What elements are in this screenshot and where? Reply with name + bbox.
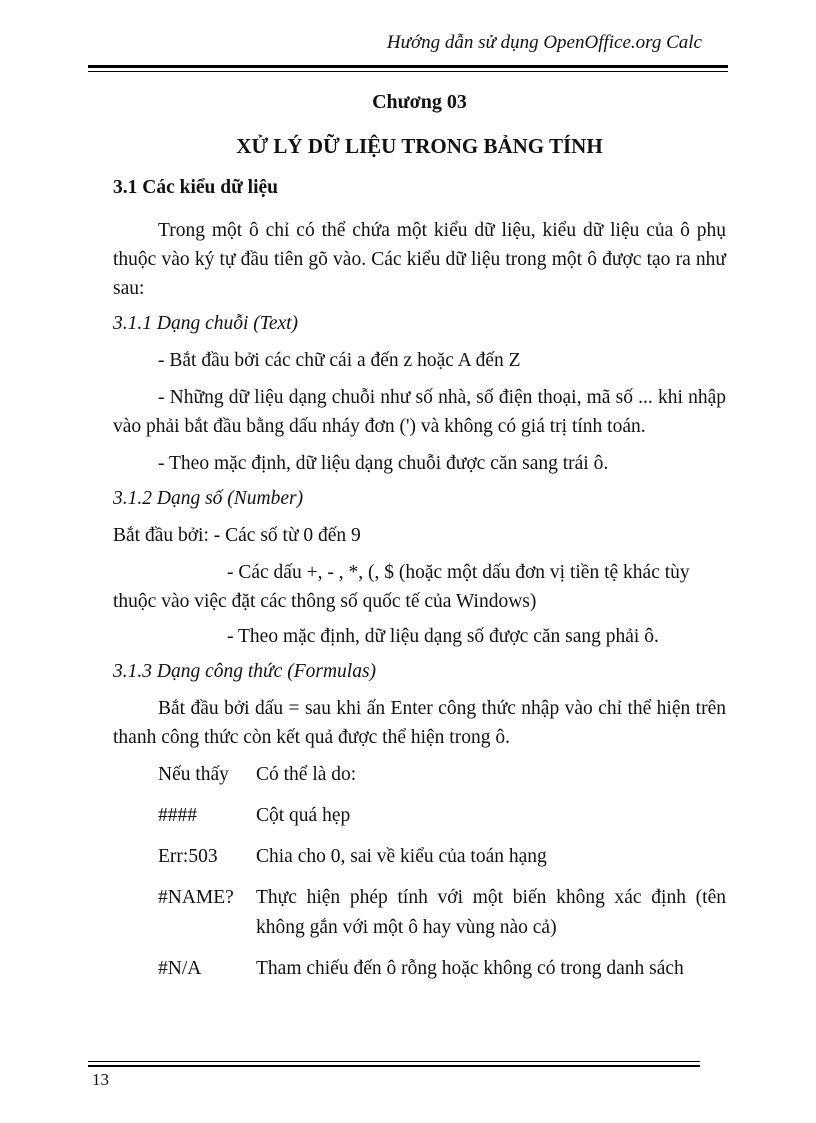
number-line-2 [113,558,726,616]
number-line-2a: - Các dấu +, - , *, (, $ (hoặc một dấu đơn vị tiền tệ khác tùy [227,562,690,583]
error-meaning: Có thể là do: [256,764,357,785]
error-code-table [113,760,726,984]
error-code: Err:503 [158,846,218,867]
page-number: 13 [92,1070,109,1089]
error-row [113,954,726,984]
number-line-3: - Theo mặc định, dữ liệu dạng số được căn sang phải ô. [227,626,659,647]
header-rule-thin [88,71,728,72]
error-code: #NAME? [158,887,234,908]
error-meaning: Chia cho 0, sai về kiểu của toán hạng [256,846,547,867]
error-code: #### [158,805,197,826]
footer-rule-thick [88,1065,700,1067]
number-line-1: Bắt đầu bởi: - Các số từ 0 đến 9 [113,525,361,546]
text-bullet-3: - Theo mặc định, dữ liệu dạng chuỗi được căn sang trái ô. [158,453,609,474]
formula-intro-paragraph: Bắt đầu bởi dấu = sau khi ấn Enter công thức nhập vào chỉ thể hiện trên thanh công thức còn kết quả được thể hiện trong ô. [113,698,726,748]
chapter-number: Chương 03 [372,91,467,113]
header-rule-thick [88,65,728,68]
section-intro-paragraph: Trong một ô chỉ có thể chứa một kiểu dữ liệu, kiểu dữ liệu của ô phụ thuộc vào ký tự đầu tiên gõ vào. Các kiểu dữ liệu trong một ô được tạo ra như sau: [113,220,726,299]
number-line-2b: thuộc vào việc đặt các thông số quốc tế của Windows) [113,591,537,612]
subsection-heading-number: 3.1.2 Dạng số (Number) [113,488,304,509]
error-row [113,842,726,872]
running-header: Hướng dẫn sử dụng OpenOffice.org Calc [386,32,702,53]
footer-rule-thin [88,1061,700,1062]
error-meaning: Thực hiện phép tính với một biến không xác định (tên không gắn với một ô hay vùng nào cả) [256,887,726,938]
error-row [113,883,726,943]
error-meaning: Cột quá hẹp [256,805,351,826]
error-row [113,760,726,790]
page-content [113,86,726,995]
subsection-heading-text: 3.1.1 Dạng chuỗi (Text) [113,313,299,334]
text-bullet-2: - Những dữ liệu dạng chuỗi như số nhà, số điện thoại, mã số ... khi nhập vào phải bắt đầu bằng dấu nháy đơn (') và không có giá trị tính toán. [113,387,726,437]
error-row [113,801,726,831]
error-meaning: Tham chiếu đến ô rỗng hoặc không có trong danh sách [256,958,684,979]
subsection-heading-formula: 3.1.3 Dạng công thức (Formulas) [113,661,377,682]
section-heading-3-1: 3.1 Các kiểu dữ liệu [113,177,279,198]
text-bullet-1: - Bắt đầu bởi các chữ cái a đến z hoặc A đến Z [158,350,521,371]
error-code: Nếu thấy [158,764,229,785]
error-code: #N/A [158,958,202,979]
chapter-title: XỬ LÝ DỮ LIỆU TRONG BẢNG TÍNH [236,134,603,158]
